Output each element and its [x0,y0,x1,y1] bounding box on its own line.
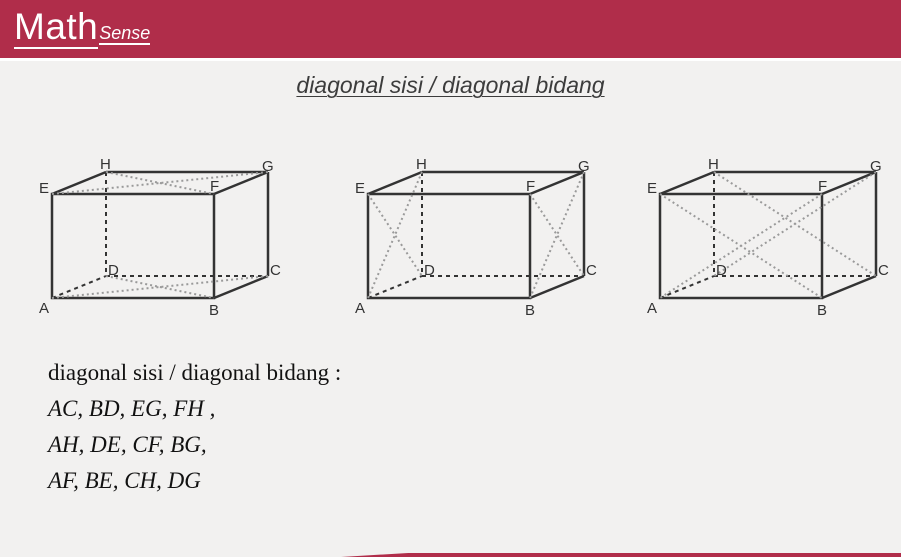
solid-edges [52,172,268,298]
diagonal-list [48,358,341,502]
hidden-edges [368,172,584,298]
vertex-label-d: D [108,262,119,279]
solid-edges [368,172,584,298]
vertex-label-c: C [270,262,281,279]
vertex-label-a: A [39,300,50,317]
vertex-label-e: E [355,180,366,197]
vertex-label-f: F [526,178,536,195]
vertex-label-d: D [424,262,435,279]
vertex-label-a: A [647,300,658,317]
cuboid-figure-3 [644,150,894,320]
vertex-label-d: D [716,262,727,279]
face-diagonals [368,172,584,298]
header-bar [0,0,901,61]
cuboid-figure-2-drawing [352,150,602,320]
cuboid-figure-1 [36,150,286,320]
vertex-label-g: G [870,158,882,175]
list-heading: diagonal sisi / diagonal bidang : [48,360,342,385]
vertex-label-g: G [262,158,274,175]
vertex-label-h: H [100,156,111,173]
vertex-label-b: B [209,302,220,319]
vertex-label-c: C [878,262,889,279]
cuboid-figure-2 [352,150,602,320]
list-item: AC, BD, EG, FH , [48,396,216,421]
vertex-label-f: F [818,178,828,195]
vertex-label-e: E [647,180,658,197]
vertex-label-h: H [416,156,427,173]
footer-accent-strip [341,553,901,557]
solid-edges [660,172,876,298]
list-item: AF, BE, CH, DG [48,468,201,493]
hidden-edges [660,172,876,298]
face-diagonals [660,172,876,298]
vertex-label-a: A [355,300,366,317]
vertex-label-c: C [586,262,597,279]
page-title: diagonal sisi / diagonal bidang [296,72,605,98]
logo-sub-text: Sense [99,23,151,43]
logo-main-text: Math [14,6,99,47]
vertex-label-h: H [708,156,719,173]
hidden-edges [52,172,268,298]
vertex-label-b: B [525,302,536,319]
face-diagonals [52,172,268,298]
vertex-label-e: E [39,180,50,197]
cuboid-figure-3-drawing [644,150,894,320]
mathsense-logo [14,6,150,48]
vertex-label-b: B [817,302,828,319]
vertex-label-f: F [210,178,220,195]
list-item: AH, DE, CF, BG, [48,432,207,457]
vertex-label-g: G [578,158,590,175]
cuboid-figure-1-drawing [36,150,286,320]
